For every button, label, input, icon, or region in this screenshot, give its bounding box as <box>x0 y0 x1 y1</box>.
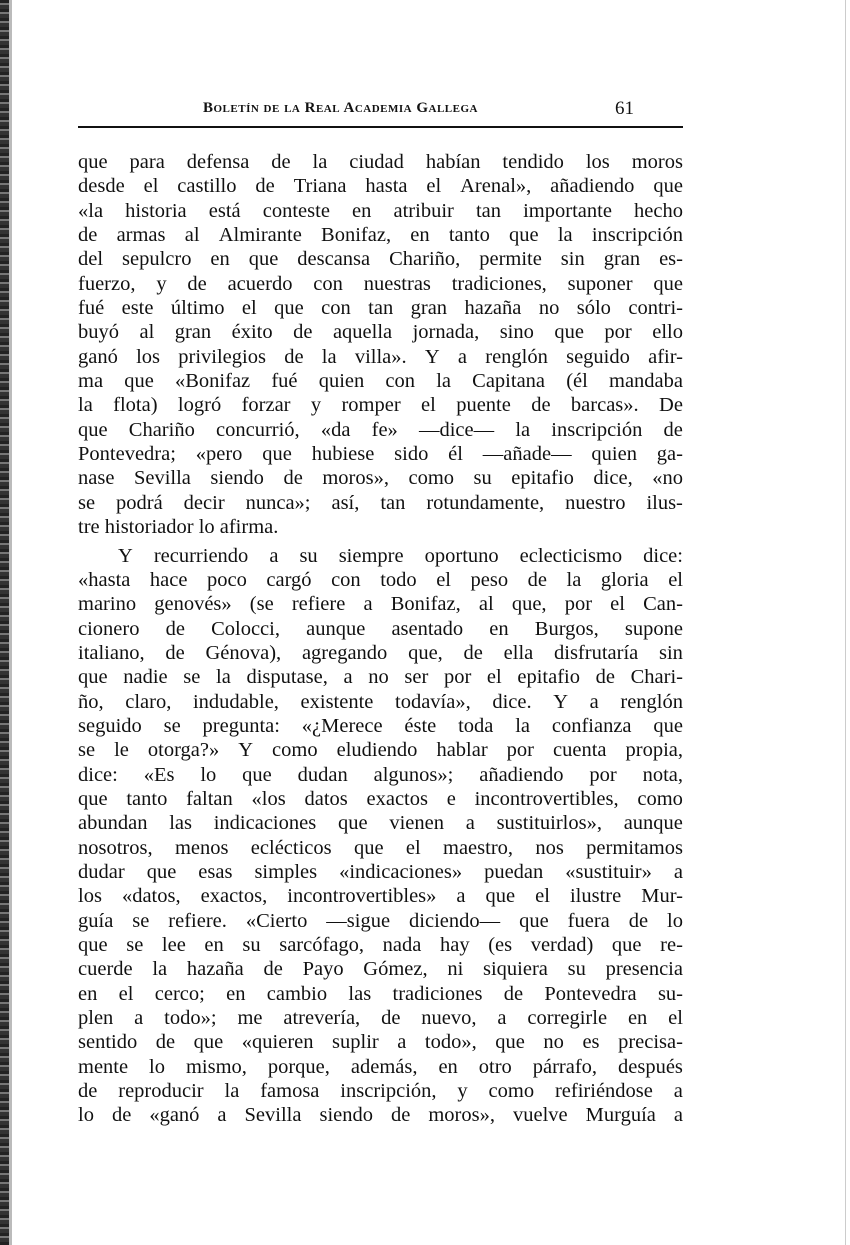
text-line: dice: «Es lo que dudan algunos»; añadiendo por nota, <box>78 763 683 786</box>
text-line: en el cerco; en cambio las tradiciones de Pontevedra su- <box>78 982 683 1005</box>
text-line: italiano, de Génova), agregando que, de ella disfrutaría sin <box>78 641 683 664</box>
text-line: ganó los privilegios de la villa». Y a renglón seguido afir- <box>78 345 683 368</box>
text-line: se podrá decir nunca»; así, tan rotundamente, nuestro ilus- <box>78 491 683 514</box>
text-line: sentido de que «quieren suplir a todo», que no es precisa- <box>78 1031 683 1054</box>
text-line: Pontevedra; «pero que hubiese sido él —añade— quien ga- <box>78 443 683 466</box>
text-line: ma que «Bonifaz fué quien con la Capitana (él mandaba <box>78 370 683 393</box>
text-line: cionero de Colocci, aunque asentado en Burgos, supone <box>78 617 683 640</box>
text-line: marino genovés» (se refiere a Bonifaz, al que, por el Can- <box>78 593 683 616</box>
text-line: que Chariño concurrió, «da fe» —dice— la inscripción de <box>78 418 683 441</box>
text-line: que para defensa de la ciudad habían tendido los moros <box>78 151 683 173</box>
text-line: nase Sevilla siendo de moros», como su epitafio dice, «no <box>78 467 683 490</box>
text-line: tre historiador lo afirma. <box>78 516 279 539</box>
text-line: fué este último el que con tan gran hazaña no sólo contri- <box>78 297 683 320</box>
text-line: seguido se pregunta: «¿Merece éste toda la confianza que <box>78 714 683 737</box>
text-line: lo de «ganó a Sevilla siendo de moros», vuelve Murguía a <box>78 1104 683 1127</box>
text-line: que se lee en su sarcófago, nada hay (es verdad) que re- <box>78 934 683 956</box>
running-title: Boletín de la Real Academia Gallega <box>203 100 478 116</box>
text-line: de reproducir la famosa inscripción, y como refiriéndose a <box>78 1080 683 1103</box>
text-line: nosotros, menos eclécticos que el maestro, nos permitamos <box>78 836 683 859</box>
text-line: «hasta hace poco cargó con todo el peso de la gloria el <box>78 568 683 591</box>
scan-binding-edge <box>0 0 9 1245</box>
text-line: los «datos, exactos, incontrovertibles» a que el ilustre Mur- <box>78 885 683 908</box>
text-line: plen a todo»; me atrevería, de nuevo, a corregirle en el <box>78 1007 683 1030</box>
text-line: abundan las indicaciones que vienen a sustituirlos», aunque <box>78 812 683 835</box>
text-line: dudar que esas simples «indicaciones» puedan «sustituir» a <box>78 860 683 883</box>
page-number: 61 <box>615 98 634 119</box>
text-line: desde el castillo de Triana hasta el Arenal», añadiendo que <box>78 175 683 198</box>
text-line: cuerde la hazaña de Payo Gómez, ni siquiera su presencia <box>78 958 683 981</box>
text-line: Y recurriendo a su siempre oportuno eclecticismo dice: <box>118 544 683 567</box>
text-line: que nadie se la disputase, a no ser por el epitafio de Chari- <box>78 666 683 689</box>
text-line: la flota) logró forzar y romper el puente de barcas». De <box>78 394 683 417</box>
header-rule <box>78 126 683 128</box>
text-line: guía se refiere. «Cierto —sigue diciendo— que fuera de lo <box>78 909 683 932</box>
scan-binding-shadow <box>9 0 12 1245</box>
text-line: mente lo mismo, porque, además, en otro párrafo, después <box>78 1055 683 1078</box>
text-line: buyó al gran éxito de aquella jornada, sino que por ello <box>78 321 683 344</box>
body-text <box>78 150 683 1128</box>
text-line: fuerzo, y de acuerdo con nuestras tradiciones, suponer que <box>78 272 683 295</box>
paragraph <box>78 544 683 1128</box>
text-line: «la historia está conteste en atribuir tan importante hecho <box>78 199 683 222</box>
text-line: ño, claro, indudable, existente todavía», dice. Y a renglón <box>78 690 683 713</box>
text-line: que tanto faltan «los datos exactos e incontrovertibles, como <box>78 787 683 810</box>
page-header <box>78 98 683 122</box>
text-line: se le otorga?» Y como eludiendo hablar por cuenta propia, <box>78 739 683 762</box>
paragraph <box>78 150 683 540</box>
text-line: del sepulcro en que descansa Chariño, permite sin gran es- <box>78 248 683 271</box>
text-line: de armas al Almirante Bonifaz, en tanto que la inscripción <box>78 224 683 247</box>
scan-page-edge <box>845 0 846 1245</box>
